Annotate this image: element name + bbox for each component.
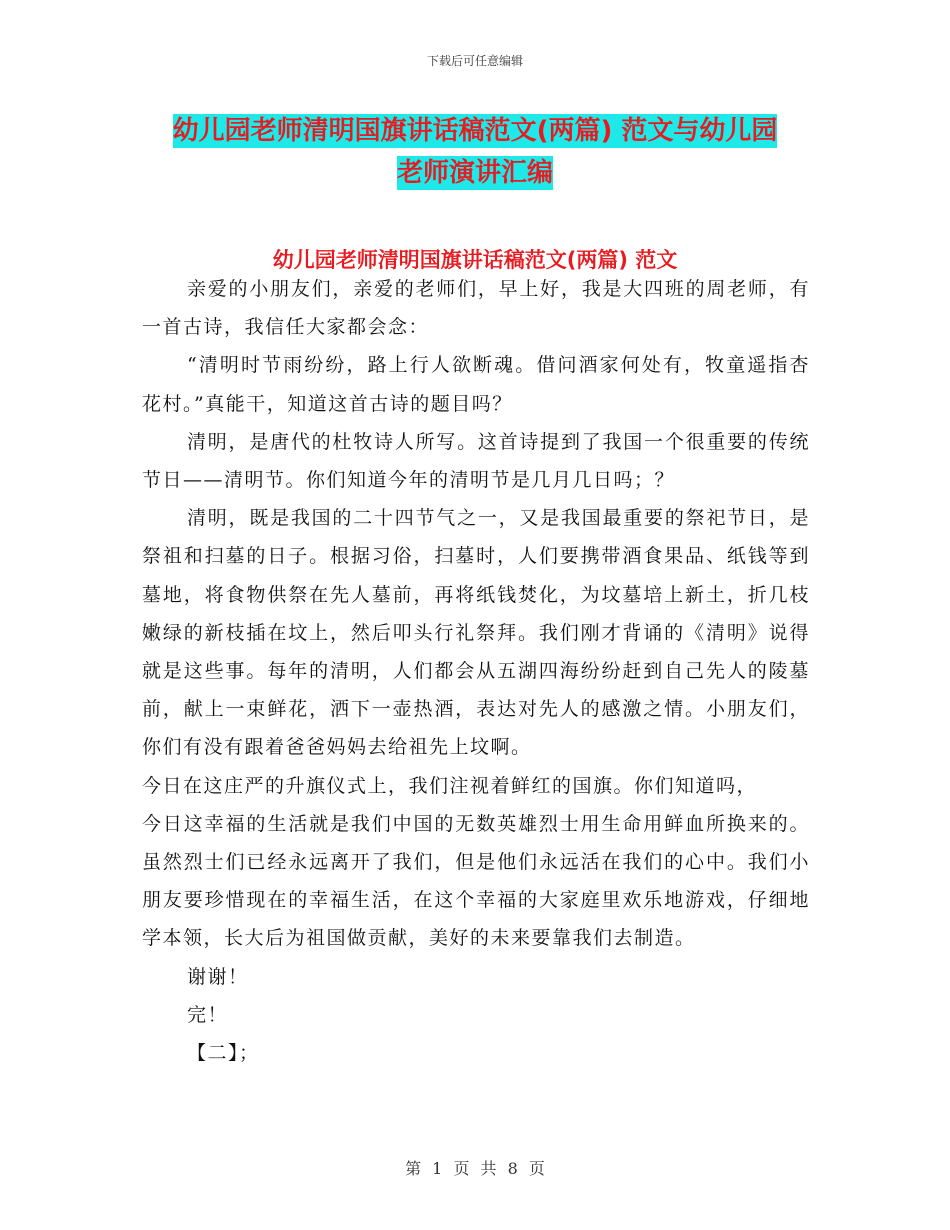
paragraph-6: 今日这幸福的生活就是我们中国的无数英雄烈士用生命用鲜血所换来的。虽然烈士们已经永远离开了我们，但是他们永远活在我们的心中。我们小朋友要珍惜现在的幸福生活，在这个幸福的大家庭里欢乐地游戏，仔细地学本领，长大后为祖国做贡献，美好的未来要靠我们去制造。 [142,812,810,950]
paragraph-1: 亲爱的小朋友们，亲爱的老师们，早上好，我是大四班的周老师，有一首古诗，我信任大家都会念： [142,278,810,339]
document-title [0,110,950,194]
paragraph-2: “清明时节雨纷纷，路上行人欲断魂。借问酒家何处有，牧童遥指杏花村。”真能干，知道这首古诗的题目吗？ [142,354,810,415]
paragraph-9: 【二】； [187,1042,260,1065]
section-title: 幼儿园老师清明国旗讲话稿范文(两篇) 范文 [272,248,678,272]
paragraph-3: 清明，是唐代的杜牧诗人所写。这首诗提到了我国一个很重要的传统节日——清明节。你们知道今年的清明节是几月几日吗；？ [142,430,810,492]
paragraph-8: 完！ [187,1003,229,1026]
paragraph-5: 今日在这庄严的升旗仪式上，我们注视着鲜红的国旗。你们知道吗， [142,774,758,797]
document-title-line-1: 幼儿园老师清明国旗讲话稿范文(两篇) 范文与幼儿园 [172,116,778,146]
page-header-note: 下载后可任意编辑 [426,54,523,68]
paragraph-7: 谢谢！ [187,965,249,988]
paragraph-4: 清明，既是我国的二十四节气之一，又是我国最重要的祭祀节日，是祭祖和扫墓的日子。根据习俗，扫墓时，人们要携带酒食果品、纸钱等到墓地，将食物供祭在先人墓前，再将纸钱焚化，为坟墓培上新土，折几枝嫩绿的新枝插在坟上，然后叩头行礼祭拜。我们刚才背诵的《清明》说得就是这些事。每年的清明，人们都会从五湖四海纷纷赶到自己先人的陵墓前，献上一束鲜花，洒下一壶热酒，表达对先人的感激之情。小朋友们，你们有没有跟着爸爸妈妈去给祖先上坟啊。 [142,507,810,759]
document-body [142,270,810,1072]
page-footer-number: 第 1 页 共 8 页 [405,1159,545,1178]
document-title-line-2: 老师演讲汇编 [396,158,553,188]
